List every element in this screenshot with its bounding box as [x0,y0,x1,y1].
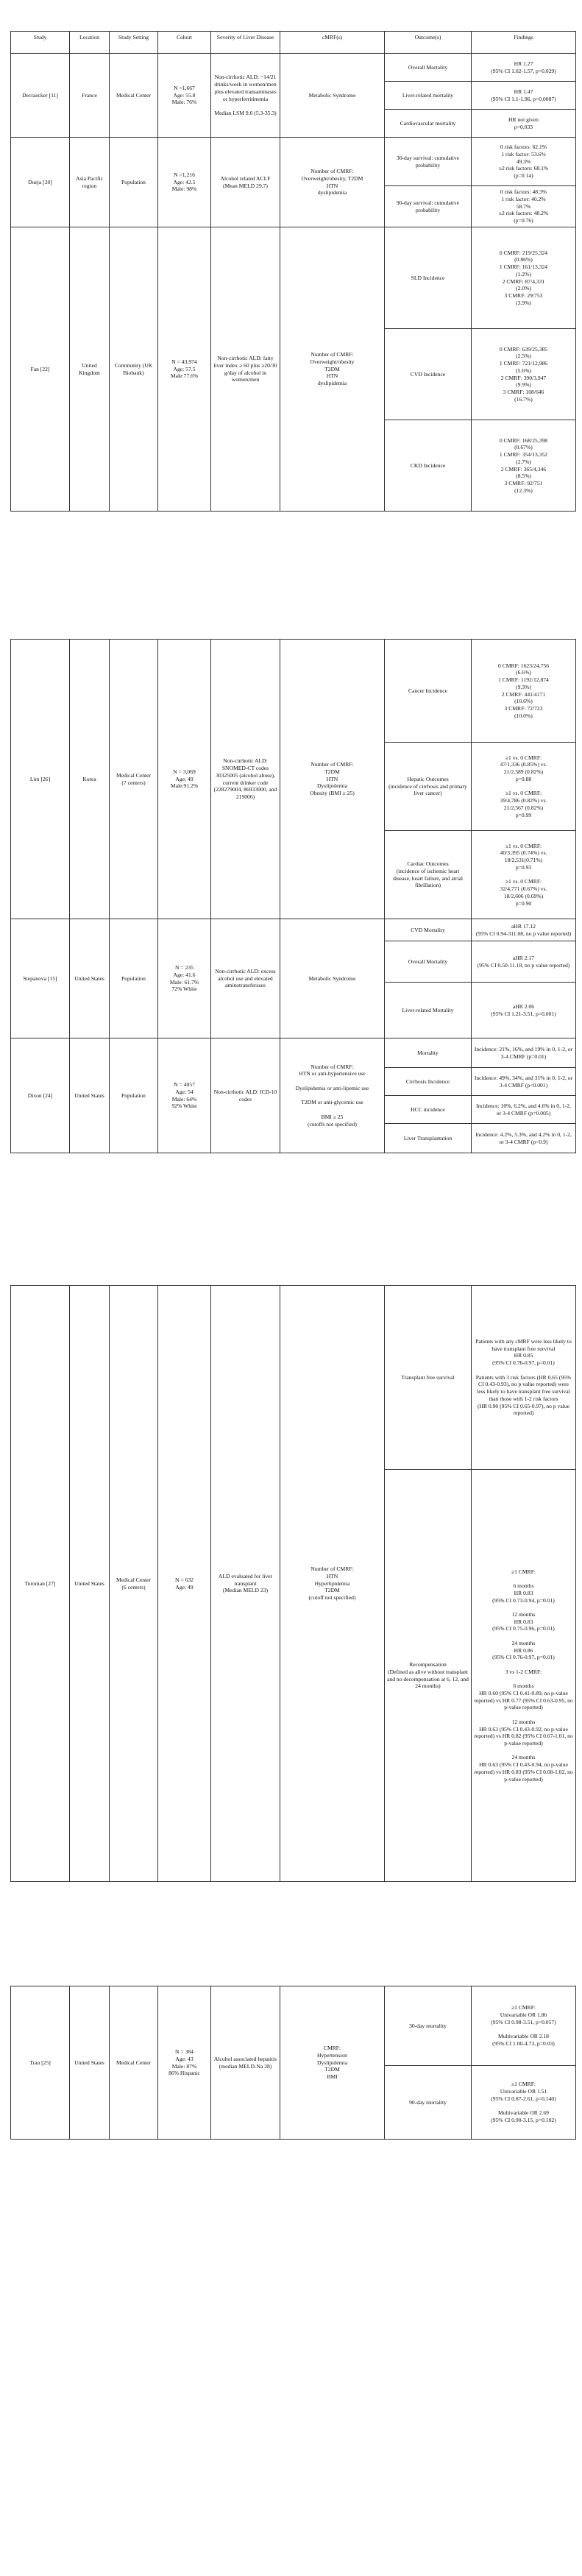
outcome-cell: Liver-related Mortality [385,983,472,1038]
outcome-cell: Cardiac Outcomes (incidence of ischemic heart disease, heart failure, and atrial fibrillation) [385,831,472,919]
finding-cell: ≥1 CMRF: Univariable OR 1.86 (95% CI 0.98-3.51, p=0.057) Multivariable OR 2.18 (95% CI 1.00-4.73, p=0.03) [472,1986,576,2066]
cmrf-cell: Number of CMRF: T2DM HTN Dyslipidemia Obesity (BMI ≥ 25) [280,640,385,919]
finding-cell: Incidence: 10%, 6.2%, and 4.6% in 0, 1-2, or 3-4 CMRF (p=0.005) [472,1096,576,1124]
study-cell: Fan [22] [11,227,70,512]
setting-cell: Medical Center [110,54,158,138]
location-cell: United Kingdom [70,227,110,512]
location-cell: Korea [70,640,110,919]
header-location: Location [70,32,110,54]
header-cmrf: cMRF(s) [280,32,385,54]
finding-cell: 0 CMRF: 1623/24,756 (6.6%) 1 CMRF: 1192/12,874 (9.3%) 2 CMRF: 441/4171 (10.6%) 3 CMRF: 72/723 (10.0%) [472,640,576,743]
finding-cell: Incidence: 21%, 16%, and 19% in 0, 1-2, or 3-4 CMRF (p=0.01) [472,1038,576,1068]
outcome-cell: Transplant free survival [385,1286,472,1470]
setting-cell: Community (UK Biobank) [110,227,158,512]
cmrf-cell: Number of CMRF: HTN Hyperlipidemia T2DM (cutoff not specified) [280,1286,385,1882]
location-cell: United States [70,1286,110,1882]
table-row [11,54,576,82]
study-cell: Toronian [27] [11,1286,70,1882]
outcome-cell: 90-day mortality [385,2066,472,2140]
cohort-cell: N = 3,069 Age: 49 Male:91.2% [158,640,211,919]
setting-cell: Medical Center [110,1986,158,2140]
cohort-cell: N = 4057 Age: 54 Male: 64% 92% White [158,1038,211,1153]
severity-cell: ALD evaluated for liver transplant (Median MELD 23) [211,1286,280,1882]
finding-cell: 0 risk factors: 48.3% 1 risk factor: 40.2% 58.7% ≥2 risk factors: 48.2% (p=0.76) [472,186,576,227]
results-table-part-3 [10,1285,576,1882]
finding-cell: 0 CMRF: 219/25,324 (0.86%) 1 CMRF: 161/13,324 (1.2%) 2 CMRF: 87/4,331 (2.0%) 3 CMRF: 29/753 (3.9%) [472,227,576,329]
cmrf-cell: Number of CMRF: HTN or anti-hypertensive use Dyslipidemia or anti-lipemic use T2DM or anti-glycemic use BMI ≥ 25 (cutoffs not specified) [280,1038,385,1153]
outcome-cell: 30-day mortality [385,1986,472,2066]
setting-cell: Population [110,919,158,1038]
cohort-cell: N = 632 Age: 49 [158,1286,211,1882]
setting-cell: Population [110,1038,158,1153]
outcome-cell: Liver-related mortality [385,82,472,110]
finding-cell: 0 CMRF: 639/25,385 (2.5%) 1 CMRF: 721/12,986 (5.6%) 2 CMRF: 390/3,947 (9.9%) 3 CMRF: 108/646 (16.7%) [472,329,576,420]
results-table-part-1 [10,31,576,512]
setting-cell: Population [110,138,158,227]
severity-cell: Non-cirrhotic ALD: fatty liver index ≥ 60 plus ≥20/30 g/day of alcohol in women/men [211,227,280,512]
outcome-cell: 90-day survival: cumulative probability [385,186,472,227]
study-cell: Dueja [20] [11,138,70,227]
header-setting: Study Setting [110,32,158,54]
severity-cell: Non-cirrhotic ALD: excess alcohol use and elevated aminotransferases [211,919,280,1038]
cmrf-cell: Metabolic Syndrome [280,919,385,1038]
outcome-cell: Mortality [385,1038,472,1068]
cmrf-cell: Number of CMRF: Overweight/obesity T2DM HTN dyslipidemia [280,227,385,512]
study-cell: Tran [25] [11,1986,70,2140]
header-findings: Findings [472,32,576,54]
finding-cell: aHR 17.12 (95% CI 0.94-311.08, no p value reported) [472,919,576,941]
finding-cell: aHR 2.17 (95% CI 0.50-11.18, no p value reported) [472,941,576,983]
outcome-cell: Liver Transplantation [385,1124,472,1153]
header-outcomes: Outcome(s) [385,32,472,54]
outcome-cell: Overall Mortality [385,54,472,82]
severity-cell: Alcohol associated hepatitis (median MELD-Na 28) [211,1986,280,2140]
finding-cell: HR 1.27 (95% CI 1.02-1.57, p=0.029) [472,54,576,82]
outcome-cell: Cardiovascular mortality [385,110,472,138]
location-cell: United States [70,919,110,1038]
table-row [11,1286,576,1470]
table-row [11,227,576,329]
header-cohort: Cohort [158,32,211,54]
finding-cell: ≥1 vs. 0 CMRF: 47/1,336 (0.85%) vs. 21/2,589 (0.82%) p=0.88 ≥1 vs. 0 CMRF: 39/4,786 (0.82%) vs. 21/2,567 (0.82%) p=0.99 [472,743,576,831]
study-cell: Dixon [24] [11,1038,70,1153]
outcome-cell: Recompensation (Defined as alive without transplant and no decompensation at 6, 12, and 24 months) [385,1470,472,1882]
cmrf-cell: Number of CMRF: Overweight/obesity, T2DM HTN dyslipidemia [280,138,385,227]
location-cell: Asia Pacific region [70,138,110,227]
header-severity: Severity of Liver Disease [211,32,280,54]
cohort-cell: N =1,667 Age: 55.8 Male: 76% [158,54,211,138]
finding-cell: aHR 2.06 (95% CI 1.21-3.51, p=0.001) [472,983,576,1038]
cohort-cell: N = 43,974 Age: 57.5 Male:77.6% [158,227,211,512]
severity-cell: Non-cirrhotic ALD: ~14/21 drinks/week in women/men plus elevated transaminases or hyperferritinemia Median LSM 9.6 (5.3-35.3) [211,54,280,138]
location-cell: United States [70,1038,110,1153]
outcome-cell: CKD Incidence [385,420,472,512]
cmrf-cell: Metabolic Syndrome [280,54,385,138]
severity-cell: Alcohol related ACLF (Mean MELD 29.7) [211,138,280,227]
study-cell: Decraecker [11] [11,54,70,138]
outcome-cell: CVD Mortality [385,919,472,941]
table-row [11,1038,576,1068]
results-table-part-4 [10,1986,576,2140]
location-cell: United States [70,1986,110,2140]
outcome-cell: Cirrhosis Incidence [385,1068,472,1096]
finding-cell: ≥1 CMRF: 6 months HR 0.83 (95% CI 0.73-0.94, p=0.01) 12 months HR 0.83 (95% CI 0.75-0.96, p=0.01) 24 months HR 0.86 (95% CI 0.76-0.97, p=0.01) 3 vs 1-2 CMRF: 6 months HR 0.60 (95% CI 0.41-0.89, no p-value reported) vs HR 0.77 (95% CI 0.63-0.95, no p-value reported) 12 months HR 0.63 (95% CI 0.43-0.92, no p-value reported) vs HR 0.82 (95% CI 0.67-1.01, no p-value reported) 24 months HR 0.63 (95% CI 0.43-0.94, no p-value reported) vs HR 0.83 (95% CI 0.68-1.02, no p-value reported) [472,1470,576,1882]
setting-cell: Medical Center (6 centers) [110,1286,158,1882]
table-header-row [11,32,576,54]
finding-cell: Incidence: 49%, 34%, and 31% in 0, 1-2, or 3-4 CMRF (p<0.001) [472,1068,576,1096]
outcome-cell: Cancer Incidence [385,640,472,743]
finding-cell: 0 CMRF: 168/25,398 (0.67%) 1 CMRF: 354/13,352 (2.7%) 2 CMRF: 365/4,346 (8.5%) 3 CMRF: 92/751 (12.3%) [472,420,576,512]
outcome-cell: Overall Mortality [385,941,472,983]
finding-cell: ≥1 vs. 0 CMRF: 40/3,395 (0.74%) vs. 18/2,531(0.71%) p=0.93 ≥1 vs. 0 CMRF: 32/4,771 (0.67%) vs. 18/2,606 (0.69%) p=0.90 [472,831,576,919]
finding-cell: HR not given p=0.033 [472,110,576,138]
finding-cell: Incidence: 4.2%, 5.3%, and 4.2% in 0, 1-2, or 3-4 CMRF (p=0.9) [472,1124,576,1153]
severity-cell: Non-cirrhotic ALD: ICD-10 codes [211,1038,280,1153]
study-cell: Stepanova [15] [11,919,70,1038]
study-cell: Lim [26] [11,640,70,919]
severity-cell: Non-cirrhotic ALD: SNOMED-CT codes 30325005 (alcohol abuse), current drinker code (228279004, 86933000, and 219006) [211,640,280,919]
cohort-cell: N =1,216 Age: 42.5 Male: 98% [158,138,211,227]
finding-cell: HR 1.47 (95% CI 1.1-1.96, p=0.0087) [472,82,576,110]
outcome-cell: Hepatic Outcomes (incidence of cirrhosis and primary liver cancer) [385,743,472,831]
outcome-cell: CVD Incidence [385,329,472,420]
table-row [11,640,576,743]
table-row [11,1986,576,2066]
finding-cell: 0 risk factors: 62.1% 1 risk factor: 53.6% 49.3% ≥2 risk factors: 68.1% (p=0.14) [472,138,576,186]
cohort-cell: N = 235 Age: 41.6 Male: 61.7% 72% White [158,919,211,1038]
outcome-cell: SLD Incidence [385,227,472,329]
cohort-cell: N = 384 Age: 43 Male: 87% 86% Hispanic [158,1986,211,2140]
cmrf-cell: CMRF: Hypertension Dyslipidemia T2DM BMI [280,1986,385,2140]
outcome-cell: HCC incidence [385,1096,472,1124]
table-row [11,919,576,941]
finding-cell: ≥1 CMRF: Univariable OR 1.51 (95% CI 0.87-2.61, p=0.140) Multivariable OR 2.69 (95% CI 0.90-3.15, p=0.102) [472,2066,576,2140]
table-row [11,138,576,186]
location-cell: France [70,54,110,138]
header-study: Study [11,32,70,54]
setting-cell: Medical Center (7 centers) [110,640,158,919]
results-table-part-2 [10,639,576,1153]
finding-cell: Patients with any cMRF were less likely to have transplant free survival HR 0.85 (95% CI 0.76-0.97, p=0.01) Patients with 3 risk factors (HR 0.65 (95% CI 0.43-0.93), no p value reported) were less likely to have transplant free survival than those with 1-2 risk factors (HR 0.90 (95% CI 0.65-0.97), no p value reported) [472,1286,576,1470]
outcome-cell: 30-day survival: cumulative probability [385,138,472,186]
